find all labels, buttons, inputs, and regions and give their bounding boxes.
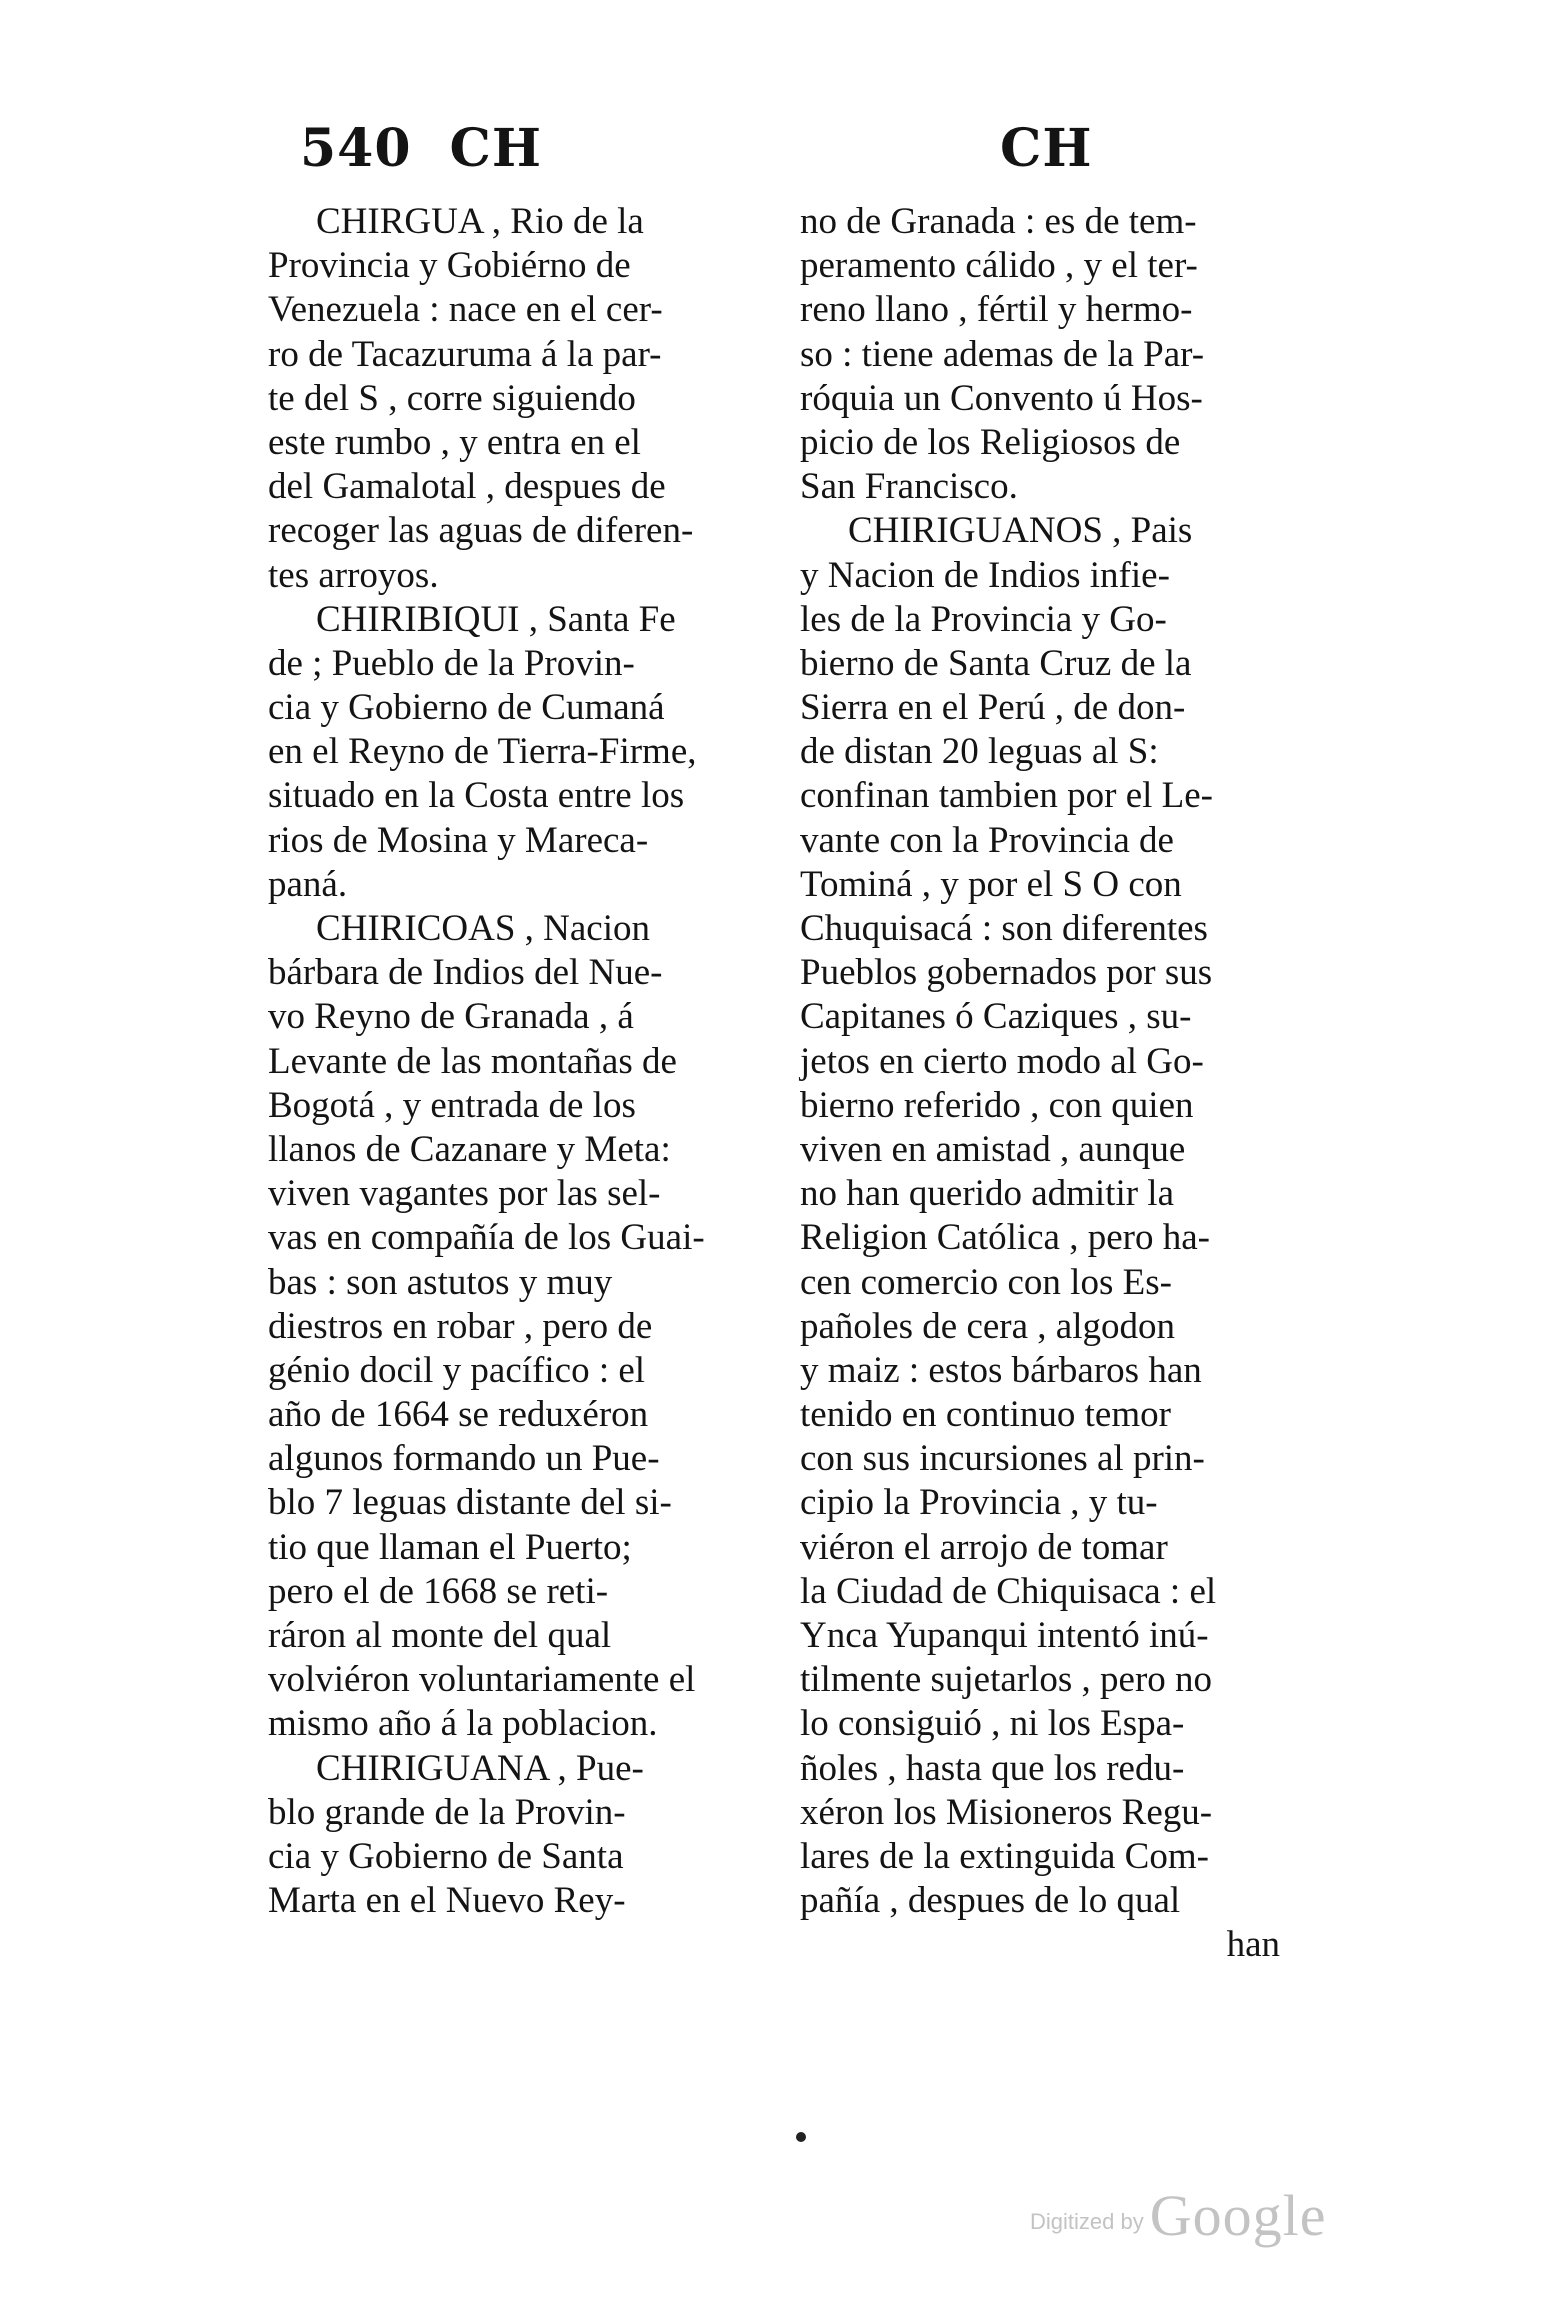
text-line: viven en amistad , aunque bbox=[800, 1128, 1186, 1170]
text-line: vo Reyno de Granada , á bbox=[268, 996, 634, 1038]
text-line: la Ciudad de Chiquisaca : el bbox=[800, 1570, 1217, 1612]
text-line: Tominá , y por el S O con bbox=[800, 863, 1182, 905]
text-line: y Nacion de Indios infie- bbox=[800, 554, 1170, 596]
text-line: situado en la Costa entre los bbox=[268, 775, 685, 817]
text-line: CHIRIGUANOS , Pais bbox=[848, 510, 1193, 552]
page-number: 540 bbox=[300, 118, 412, 179]
text-line: lo consiguió , ni los Espa- bbox=[800, 1703, 1185, 1745]
text-line: recoger las aguas de diferen- bbox=[268, 510, 694, 552]
text-line: viéron el arrojo de tomar bbox=[800, 1526, 1168, 1568]
text-line: paná. bbox=[268, 863, 348, 905]
text-line: pañoles de cera , algodon bbox=[800, 1305, 1175, 1347]
text-line: pañía , despues de lo qual bbox=[800, 1880, 1181, 1922]
catchword: han bbox=[1226, 1924, 1280, 1966]
text-line: tio que llaman el Puerto; bbox=[268, 1526, 632, 1568]
text-line: ñoles , hasta que los redu- bbox=[800, 1747, 1185, 1789]
text-line: CHIRIGUANA , Pue- bbox=[316, 1747, 644, 1789]
text-line: cia y Gobierno de Santa bbox=[268, 1835, 624, 1877]
text-line: Ynca Yupanqui intentó inú- bbox=[800, 1615, 1209, 1656]
text-line: tes arroyos. bbox=[268, 554, 439, 596]
text-line: Sierra en el Perú , de don- bbox=[800, 687, 1186, 729]
text-line: róquia un Convento ú Hos- bbox=[800, 377, 1203, 419]
text-line: te del S , corre siguiendo bbox=[268, 377, 636, 419]
text-line: bierno referido , con quien bbox=[800, 1084, 1194, 1126]
text-line: lares de la extinguida Com- bbox=[800, 1835, 1209, 1877]
running-header-right: CH bbox=[1000, 118, 1093, 179]
text-line: no de Granada : es de tem- bbox=[800, 201, 1197, 242]
ink-dot bbox=[796, 2132, 806, 2142]
text-line: cia y Gobierno de Cumaná bbox=[268, 687, 665, 729]
text-line: mismo año á la poblacion. bbox=[268, 1703, 658, 1745]
text-line: bierno de Santa Cruz de la bbox=[800, 642, 1192, 684]
text-line: vas en compañía de los Guai- bbox=[268, 1217, 705, 1259]
text-line: Religion Católica , pero ha- bbox=[800, 1217, 1210, 1259]
watermark-prefix: Digitized by bbox=[1030, 2209, 1144, 2234]
text-line: CHIRGUA , Rio de la bbox=[316, 201, 644, 242]
text-line: tenido en continuo temor bbox=[800, 1394, 1171, 1436]
text-line: confinan tambien por el Le- bbox=[800, 775, 1213, 817]
text-line: CHIRIBIQUI , Santa Fe bbox=[316, 598, 676, 640]
text-line: algunos formando un Pue- bbox=[268, 1438, 660, 1480]
text-line: de distan 20 leguas al S: bbox=[800, 731, 1159, 773]
text-line: Marta en el Nuevo Rey- bbox=[268, 1880, 626, 1922]
left-column bbox=[268, 200, 748, 1923]
text-line: pero el de 1668 se reti- bbox=[268, 1570, 609, 1612]
text-line: cipio la Provincia , y tu- bbox=[800, 1482, 1158, 1524]
text-line: blo 7 leguas distante del si- bbox=[268, 1482, 672, 1524]
text-line: llanos de Cazanare y Meta: bbox=[268, 1128, 671, 1170]
text-line: ráron al monte del qual bbox=[268, 1615, 612, 1656]
text-line: Capitanes ó Caziques , su- bbox=[800, 996, 1192, 1038]
text-line: Levante de las montañas de bbox=[268, 1040, 677, 1082]
text-line: con sus incursiones al prin- bbox=[800, 1438, 1205, 1480]
text-line: Pueblos gobernados por sus bbox=[800, 952, 1213, 994]
text-line: de ; Pueblo de la Provin- bbox=[268, 642, 635, 684]
text-line: génio docil y pacífico : el bbox=[268, 1349, 646, 1391]
text-line: este rumbo , y entra en el bbox=[268, 421, 641, 463]
digitized-watermark bbox=[1030, 2182, 1326, 2249]
text-line: Bogotá , y entrada de los bbox=[268, 1084, 636, 1126]
text-line: Chuquisacá : son diferentes bbox=[800, 908, 1208, 949]
text-line: cen comercio con los Es- bbox=[800, 1261, 1172, 1303]
right-column bbox=[800, 200, 1280, 1968]
text-line: ro de Tacazuruma á la par- bbox=[268, 333, 662, 375]
text-line: tilmente sujetarlos , pero no bbox=[800, 1659, 1213, 1701]
left-heading: CH bbox=[449, 118, 543, 179]
text-line: año de 1664 se reduxéron bbox=[268, 1394, 649, 1436]
text-line: les de la Provincia y Go- bbox=[800, 598, 1167, 640]
text-line: CHIRICOAS , Nacion bbox=[316, 908, 651, 949]
text-line: so : tiene ademas de la Par- bbox=[800, 333, 1205, 375]
text-line: vante con la Provincia de bbox=[800, 819, 1174, 861]
text-line: diestros en robar , pero de bbox=[268, 1305, 653, 1347]
text-line: peramento cálido , y el ter- bbox=[800, 245, 1198, 287]
text-line: en el Reyno de Tierra-Firme, bbox=[268, 731, 697, 773]
text-line: San Francisco. bbox=[800, 466, 1018, 508]
text-line: viven vagantes por las sel- bbox=[268, 1173, 661, 1215]
running-header-left bbox=[300, 118, 542, 179]
google-logo: Google bbox=[1149, 2183, 1327, 2248]
text-line: picio de los Religiosos de bbox=[800, 421, 1181, 463]
text-line: bas : son astutos y muy bbox=[268, 1261, 613, 1303]
text-line: y maiz : estos bárbaros han bbox=[800, 1349, 1202, 1391]
text-line: no han querido admitir la bbox=[800, 1173, 1175, 1215]
text-line: Venezuela : nace en el cer- bbox=[268, 289, 663, 331]
text-line: xéron los Misioneros Regu- bbox=[800, 1791, 1213, 1833]
text-line: volviéron voluntariamente el bbox=[268, 1659, 696, 1701]
text-line: blo grande de la Provin- bbox=[268, 1791, 626, 1833]
text-line: jetos en cierto modo al Go- bbox=[800, 1040, 1204, 1082]
text-line: Provincia y Gobiérno de bbox=[268, 245, 631, 287]
text-line: reno llano , fértil y hermo- bbox=[800, 289, 1193, 331]
text-line: del Gamalotal , despues de bbox=[268, 466, 666, 508]
text-line: bárbara de Indios del Nue- bbox=[268, 952, 663, 994]
text-line: rios de Mosina y Mareca- bbox=[268, 819, 649, 861]
